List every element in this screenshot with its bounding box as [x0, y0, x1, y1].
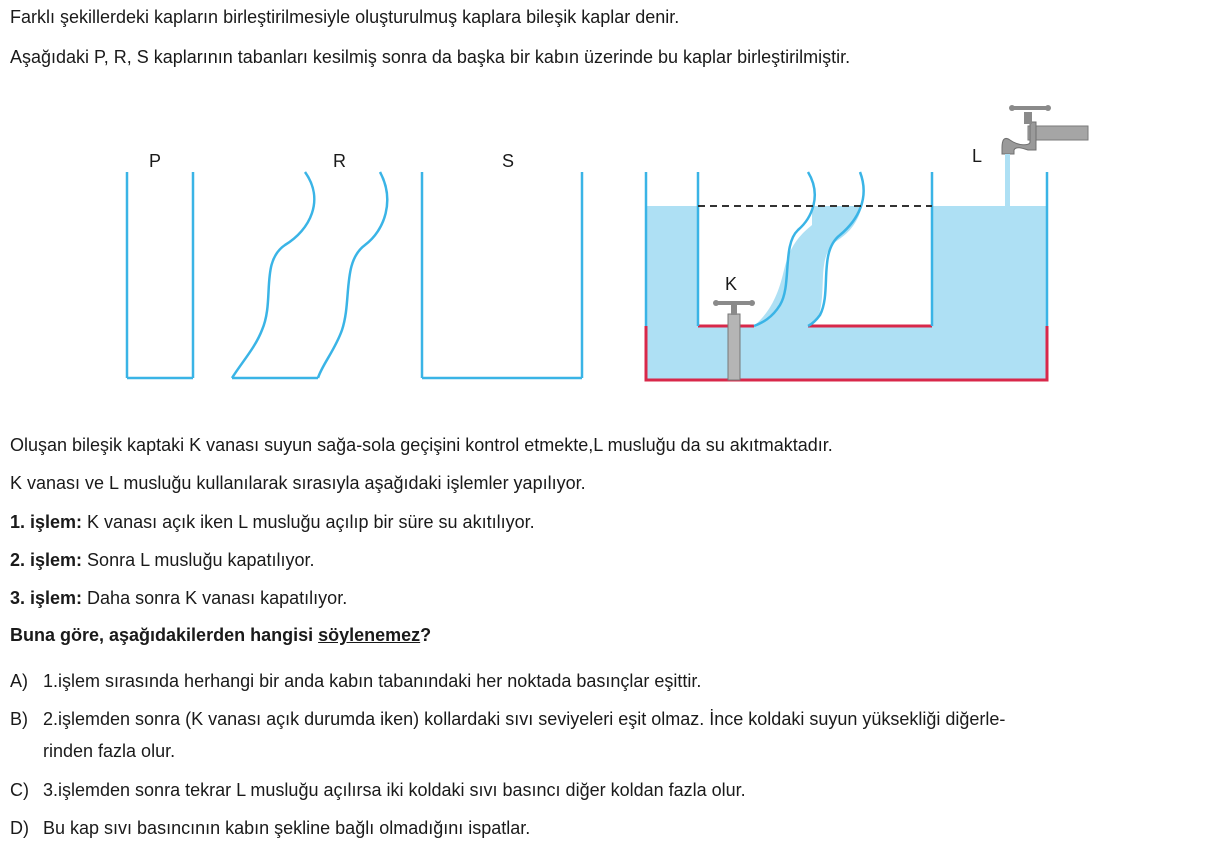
question [10, 624, 431, 646]
option-d[interactable] [10, 817, 530, 839]
option-c-letter: C) [10, 780, 29, 800]
option-a-letter: A) [10, 671, 28, 691]
step-3-label: 3. işlem: [10, 588, 83, 608]
step-1 [10, 511, 535, 533]
vessel-p [127, 172, 193, 378]
step-2-label: 2. işlem: [10, 550, 83, 570]
question-underlined: söylenemez [318, 625, 421, 645]
option-c[interactable] [10, 779, 746, 801]
option-b[interactable] [10, 708, 1005, 730]
option-b-continuation: rinden fazla olur. [43, 741, 176, 761]
option-c-text: 3.işlemden sonra tekrar L musluğu açılırsa iki koldaki sıvı basıncı diğer koldan fazla olur. [43, 780, 746, 800]
intro-line-2: Aşağıdaki P, R, S kaplarının tabanları kesilmiş sonra da başka bir kabın üzerinde bu kaplar birleştirilmiştir. [10, 47, 851, 67]
option-b-text: 2.işlemden sonra (K vanası açık durumda iken) kollardaki sıvı seviyeleri eşit olmaz. İnce koldaki suyun yüksekliği diğerle- [43, 709, 1006, 729]
option-d-letter: D) [10, 818, 29, 838]
label-s: S [502, 151, 515, 171]
option-d-text: Bu kap sıvı basıncının kabın şekline bağlı olmadığını ispatlar. [43, 818, 531, 838]
intro-line-1: Farklı şekillerdeki kapların birleştirilmesiyle oluşturulmuş kaplara bileşik kaplar denir. [10, 7, 680, 27]
question-post: ? [420, 625, 432, 645]
l-tap-icon [1002, 105, 1088, 206]
label-r: R [333, 151, 346, 171]
compound-vessel-figure [0, 90, 1205, 390]
vessel-s [422, 172, 582, 378]
option-b-letter: B) [10, 709, 28, 729]
option-a[interactable] [10, 670, 701, 692]
step-3 [10, 587, 347, 609]
compound-vessel [646, 172, 1047, 380]
vessel-r [232, 172, 387, 378]
body-line-1: Oluşan bileşik kaptaki K vanası suyun sağa-sola geçişini kontrol etmekte,L musluğu da su akıtmaktadır. [10, 435, 833, 455]
step-2-text: Sonra L musluğu kapatılıyor. [82, 550, 315, 570]
step-1-text: K vanası açık iken L musluğu açılıp bir süre su akıtılıyor. [82, 512, 535, 532]
step-2 [10, 549, 315, 571]
label-k: K [725, 274, 738, 294]
step-3-text: Daha sonra K vanası kapatılıyor. [82, 588, 348, 608]
label-l: L [972, 146, 983, 166]
body-line-2: K vanası ve L musluğu kullanılarak sırasıyla aşağıdaki işlemler yapılıyor. [10, 473, 586, 493]
label-p: P [149, 151, 162, 171]
step-1-label: 1. işlem: [10, 512, 83, 532]
option-a-text: 1.işlem sırasında herhangi bir anda kabın tabanındaki her noktada basınçlar eşittir. [43, 671, 702, 691]
question-pre: Buna göre, aşağıdakilerden hangisi [10, 625, 319, 645]
